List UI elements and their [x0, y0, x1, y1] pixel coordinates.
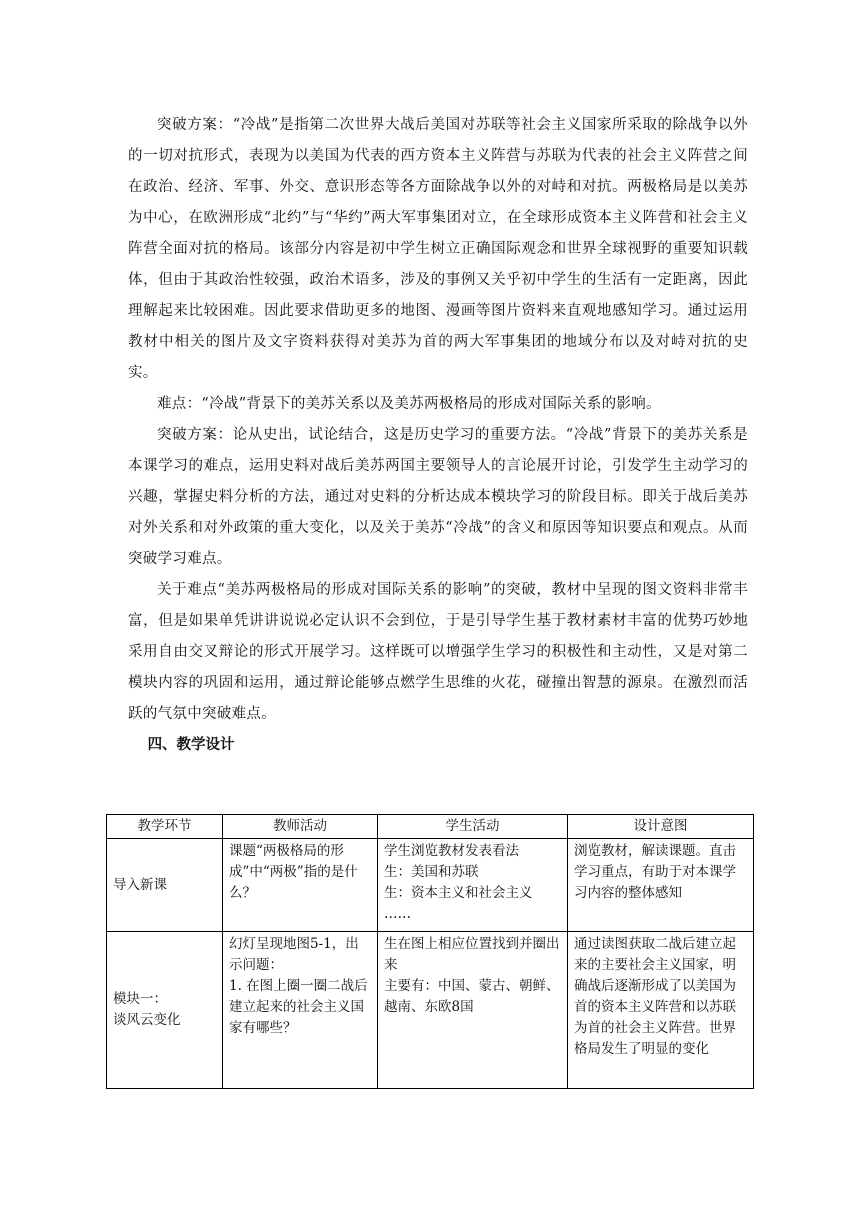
cell-student-activity [378, 932, 568, 1089]
header-teacher-activity: 教师活动 [223, 815, 378, 839]
header-stage: 教学环节 [107, 815, 223, 839]
header-student-activity: 学生活动 [378, 815, 568, 839]
paragraph-breakthrough-plan-2: 突破方案：论从史出，试论结合，这是历史学习的重要方法。“冷战”背景下的美苏关系是本课学习的难点，运用史料对战后美苏两国主要领导人的言论展开讨论，引发学生主动学习的兴趣，掌握史料分析的方法，通过对史料的分析达成本模块学习的阶段目标。即关于战后美苏对外关系和对外政策的重大变化，以及关于美苏“冷战”的含义和原因等知识要点和观点。从而突破学习难点。 [128, 427, 748, 567]
student-line: 生在图上相应位置找到并圈出来 [384, 936, 560, 973]
body-text [128, 110, 748, 760]
table-row [107, 839, 754, 932]
teaching-design-table [106, 814, 754, 1089]
cell-design-intent: 浏览教材，解读课题。直击学习重点，有助于对本课学习内容的整体感知 [568, 839, 754, 932]
teacher-line: 幻灯呈现地图5-1，出示问题： [229, 936, 359, 973]
student-line: 学生浏览教材发表看法 [384, 843, 519, 859]
student-line: 生：资本主义和社会主义 [384, 885, 533, 901]
paragraph-breakthrough-plan-1: 突破方案：“冷战”是指第二次世界大战后美国对苏联等社会主义国家所采取的除战争以外的一切对抗形式，表现为以美国为代表的西方资本主义阵营与苏联为代表的社会主义阵营之间在政治、经济、军事、外交、意识形态等各方面除战争以外的对峙和对抗。两极格局是以美苏为中心，在欧洲形成“北约”与“华约”两大军事集团对立，在全球形成资本主义阵营和社会主义阵营全面对抗的格局。该部分内容是初中学生树立正确国际观念和世界全球视野的重要知识载体，但由于其政治性较强，政治术语多，涉及的事例又关乎初中学生的生活有一定距离，因此理解起来比较困难。因此要求借助更多的地图、漫画等图片资料来直观地感知学习。通过运用教材中相关的图片及文字资料获得对美苏为首的两大军事集团的地域分布以及对峙对抗的史实。 [128, 117, 748, 381]
section-heading: 四、教学设计 [147, 736, 235, 753]
paragraph-difficulty: 难点：“冷战”背景下的美苏关系以及美苏两极格局的形成对国际关系的影响。 [157, 396, 661, 412]
cell-stage [107, 932, 223, 1089]
cell-teacher-activity: 课题“两极格局的形成”中“两极”指的是什么？ [223, 839, 378, 932]
table-header-row [107, 815, 754, 839]
stage-line: 谈风云变化 [113, 1012, 181, 1028]
teacher-line: 1. 在图上圈一圈二战后建立起来的社会主义国家有哪些？ [229, 978, 368, 1036]
student-line: …… [384, 906, 411, 922]
cell-student-activity [378, 839, 568, 932]
table-row [107, 932, 754, 1089]
cell-teacher-activity [223, 932, 378, 1089]
student-line: 主要有：中国、蒙古、朝鲜、越南、东欧8国 [384, 978, 560, 1015]
header-design-intent: 设计意图 [568, 815, 754, 839]
stage-line: 模块一： [113, 991, 167, 1007]
paragraph-debate: 关于难点“美苏两极格局的形成对国际关系的影响”的突破，教材中呈现的图文资料非常丰富，但是如果单凭讲讲说说必定认识不会到位，于是引导学生基于教材素材丰富的优势巧妙地采用自由交叉辩论的形式开展学习。这样既可以增强学生学习的积极性和主动性，又是对第二模块内容的巩固和运用，通过辩论能够点燃学生思维的火花，碰撞出智慧的源泉。在激烈而活跃的气氛中突破难点。 [128, 582, 748, 722]
cell-stage: 导入新课 [107, 839, 223, 932]
cell-design-intent: 通过读图获取二战后建立起来的主要社会主义国家，明确战后逐渐形成了以美国为首的资本主义阵营和以苏联为首的社会主义阵营。世界格局发生了明显的变化 [568, 932, 754, 1089]
student-line: 生：美国和苏联 [384, 864, 479, 880]
